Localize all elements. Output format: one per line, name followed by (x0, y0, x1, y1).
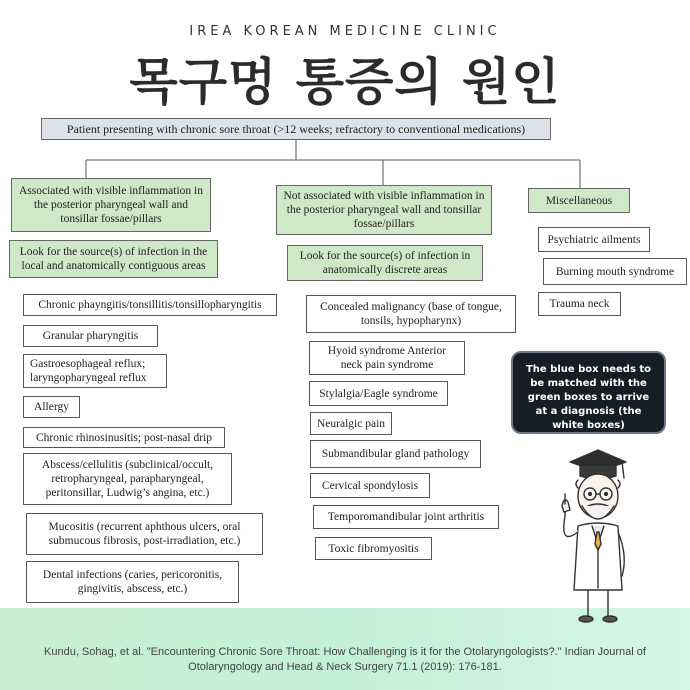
branch-misc: Miscellaneous (528, 188, 630, 213)
diagnosis-mid-5: Submandibular gland pathology (310, 440, 481, 468)
diagnosis-mid-4: Neuralgic pain (310, 412, 392, 435)
diagnosis-mid-6: Cervical spondylosis (310, 473, 430, 498)
diagnosis-right-3: Trauma neck (538, 292, 621, 316)
diagnosis-left-7: Mucositis (recurrent aphthous ulcers, oral submucous fibrosis, post-irradiation, etc.) (26, 513, 263, 555)
doctor-illustration-icon (548, 440, 648, 630)
diagnosis-left-1: Chronic phayngitis/tonsillitis/tonsillopharyngitis (23, 294, 277, 316)
citation: Kundu, Sohag, et al. "Encountering Chronic Sore Throat: How Challenging is it for the Otolaryngologists?." Indian Journal of Otolaryngology and Head & Neck Surgery 71.1 (2019): 176-181. (44, 646, 646, 673)
diagnosis-left-8: Dental infections (caries, pericoronitis, gingivitis, abscess, etc.) (26, 561, 239, 603)
page-title: 목구멍 통증의 원인 (129, 53, 561, 111)
diagnosis-left-6: Abscess/cellulitis (subclinical/occult, retropharyngeal, parapharyngeal, peritonsillar, Ludwig’s angina, etc.) (23, 453, 232, 505)
diagnosis-mid-3: Stylalgia/Eagle syndrome (309, 381, 448, 406)
diagnosis-left-5: Chronic rhinosinusitis; post-nasal drip (23, 427, 225, 448)
diagnosis-mid-7: Temporomandibular joint arthritis (313, 505, 499, 529)
clinic-name: IREA KOREAN MEDICINE CLINIC (189, 24, 501, 39)
hint-not-inflamed: Look for the source(s) of infection in anatomically discrete areas (287, 245, 483, 281)
diagnosis-mid-2: Hyoid syndrome Anterior neck pain syndrome (309, 341, 465, 375)
branch-not-inflamed: Not associated with visible inflammation in the posterior pharyngeal wall and tonsillar fossae/pillars (276, 185, 492, 235)
diagnosis-right-2: Burning mouth syndrome (543, 258, 687, 285)
root-box: Patient presenting with chronic sore throat (>12 weeks; refractory to conventional medications) (41, 118, 551, 140)
branch-inflamed: Associated with visible inflammation in the posterior pharyngeal wall and tonsillar fossae/pillars (11, 178, 211, 232)
hint-inflamed: Look for the source(s) of infection in the local and anatomically contiguous areas (9, 240, 218, 278)
diagnosis-left-2: Granular pharyngitis (23, 325, 158, 347)
diagnosis-mid-1: Concealed malignancy (base of tongue, tonsils, hypopharynx) (306, 295, 516, 333)
diagnosis-left-3: Gastroesophageal reflux; laryngopharyngeal reflux (23, 354, 167, 388)
diagnosis-right-1: Psychiatric ailments (538, 227, 650, 252)
note-callout: The blue box needs to be matched with the green boxes to arrive at a diagnosis (the white boxes) (511, 351, 666, 434)
diagnosis-left-4: Allergy (23, 396, 80, 418)
diagnosis-mid-8: Toxic fibromyositis (315, 537, 432, 560)
